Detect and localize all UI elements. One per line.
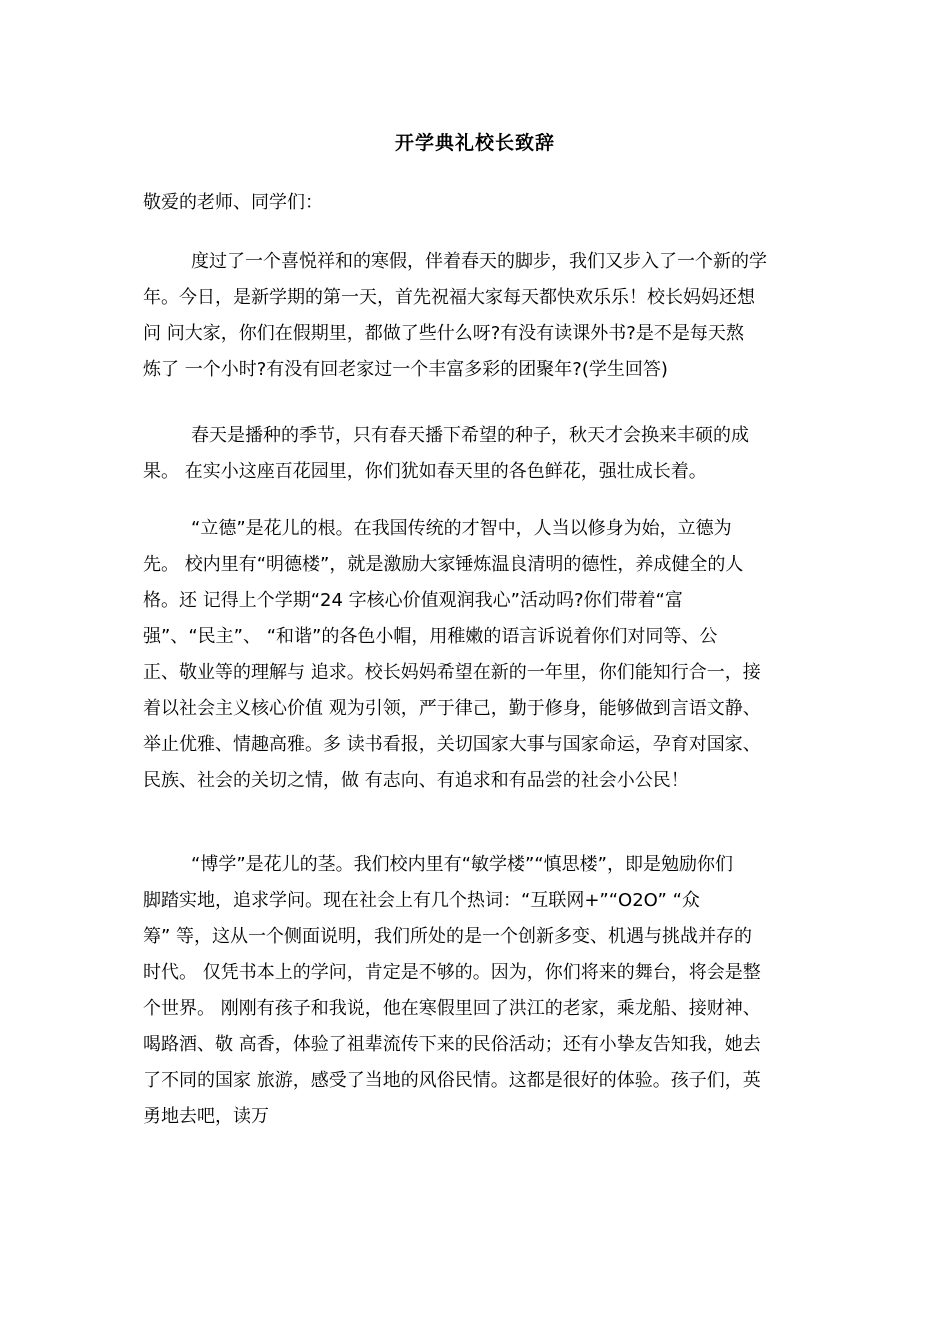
paragraph-line: 年。今日，是新学期的第一天，首先祝福大家每天都快欢乐乐！校长妈妈还想 bbox=[143, 287, 755, 308]
paragraph-line: 喝路酒、敬 高香，体验了祖辈流传下来的民俗活动；还有小挚友告知我，她去 bbox=[143, 1034, 761, 1055]
paragraph-line: 果。 在实小这座百花园里，你们犹如春天里的各色鲜花，强壮成长着。 bbox=[143, 461, 707, 482]
paragraph-line: 着以社会主义核心价值 观为引领，严于律己，勤于修身，能够做到言语文静、 bbox=[143, 698, 761, 719]
paragraph-line: 个世界。 刚刚有孩子和我说，他在寒假里回了洪江的老家，乘龙船、接财神、 bbox=[143, 998, 761, 1019]
paragraph-line: 民族、社会的关切之情，做 有志向、有追求和有品尝的社会小公民！ bbox=[143, 770, 689, 791]
page-title: 开学典礼校长致辞 bbox=[394, 132, 555, 154]
greeting-line: 敬爱的老师、同学们： bbox=[143, 192, 323, 213]
paragraph-line: 问 问大家，你们在假期里，都做了些什么呀?有没有读课外书?是不是每天熬 bbox=[143, 323, 744, 344]
paragraph-line: 了不同的国家 旅游，感受了当地的风俗民情。这都是很好的体验。孩子们，英 bbox=[143, 1070, 761, 1091]
paragraph-line: 先。 校内里有“明德楼”，就是激励大家锤炼温良清明的德性，养成健全的人 bbox=[143, 554, 744, 575]
paragraph-4 bbox=[143, 847, 823, 1135]
paragraph-line: 格。还 记得上个学期“24 字核心价值观润我心”活动吗?你们带着“富 bbox=[143, 590, 683, 611]
paragraph-line: 筹” 等，这从一个侧面说明，我们所处的是一个创新多变、机遇与挑战并存的 bbox=[143, 926, 753, 947]
paragraph-3 bbox=[143, 511, 823, 799]
paragraph-line: 时代。 仅凭书本上的学问，肯定是不够的。因为，你们将来的舞台，将会是整 bbox=[143, 962, 761, 983]
paragraph-line: 春天是播种的季节，只有春天播下希望的种子，秋天才会换来丰硕的成 bbox=[191, 425, 749, 446]
paragraph-2 bbox=[143, 418, 823, 490]
paragraph-line: “博学”是花儿的茎。我们校内里有“敏学楼”“慎思楼”，即是勉励你们 bbox=[191, 854, 733, 875]
paragraph-line: 勇地去吧，读万 bbox=[143, 1106, 269, 1127]
paragraph-1 bbox=[143, 244, 823, 388]
paragraph-line: 强”、“民主”、 “和谐”的各色小帽，用稚嫩的语言诉说着你们对同等、公 bbox=[143, 626, 718, 647]
paragraph-line: 举止优雅、情趣高雅。多 读书看报，关切国家大事与国家命运，孕育对国家、 bbox=[143, 734, 761, 755]
paragraph-line: 正、敬业等的理解与 追求。校长妈妈希望在新的一年里，你们能知行合一，接 bbox=[143, 662, 761, 683]
paragraph-line: 炼了 一个小时?有没有回老家过一个丰富多彩的团聚年?(学生回答) bbox=[143, 359, 668, 380]
paragraph-line: 度过了一个喜悦祥和的寒假，伴着春天的脚步，我们又步入了一个新的学 bbox=[191, 251, 767, 272]
paragraph-line: “立德”是花儿的根。在我国传统的才智中，人当以修身为始，立德为 bbox=[191, 518, 732, 539]
paragraph-line: 脚踏实地，追求学问。现在社会上有几个热词：“互联网+”“O2O” “众 bbox=[143, 890, 700, 911]
